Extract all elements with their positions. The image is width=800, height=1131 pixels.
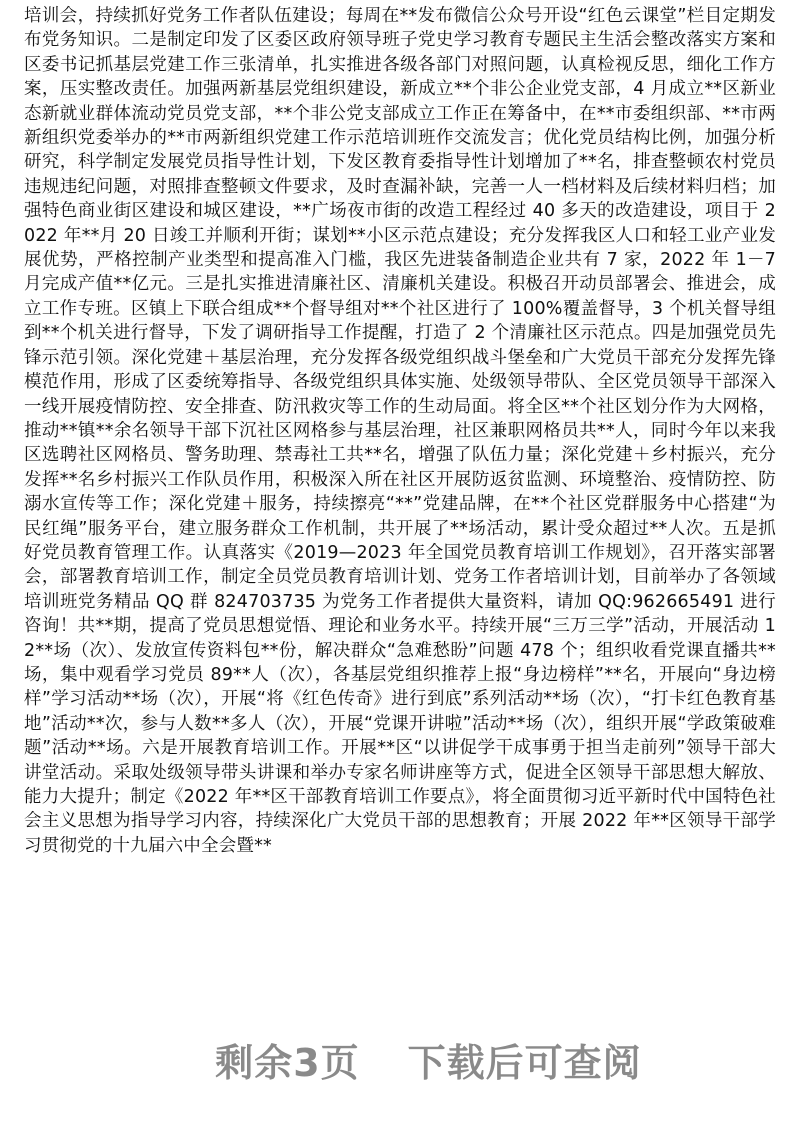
download-prompt-banner[interactable] bbox=[0, 988, 800, 1131]
body-paragraph: 培训会，持续抓好党务工作者队伍建设；每周在**发布微信公众号开设“红色云课堂”栏目定期发布党务知识。二是制定印发了区委区政府领导班子党史学习教育专题民主生活会整改落实方案和区委书记抓基层党建工作三张清单，扎实推进各级各部门对照问题，认真检视反思，细化工作方案，压实整改责任。加强两新基层党组织建设，新成立**个非公企业党支部，4 月成立**区新业态新就业群体流动党员党支部，**个非公党支部成立工作正在筹备中，在**市委组织部、**市两新组织党委举办的**市两新组织党建工作示范培训班作交流发言；优化党员结构比例，加强分析研究，科学制定发展党员指导性计划，下发区教育委指导性计划增加了**名，排查整顿农村党员违规违纪问题，对照排查整顿文件要求，及时查漏补缺，完善一人一档材料及后续材料归档；加强特色商业街区建设和城区建设，**广场夜市街的改造工程经过 40 多天的改造建设，项目于 2022 年**月 20 日竣工并顺利开街；谋划**小区示范点建设；充分发挥我区人口和轻工业产业发展优势，严格控制产业类型和提高准入门槛，我区先进装备制造企业共有 7 家，2022 年 1－7 月完成产值**亿元。三是扎实推进清廉社区、清廉机关建设。积极召开动员部署会、推进会，成立工作专班。区镇上下联合组成**个督导组对**个社区进行了 100%覆盖督导，3 个机关督导组到**个机关进行督导，下发了调研指导工作提醒，打造了 2 个清廉社区示范点。四是加强党员先锋示范引领。深化党建＋基层治理，充分发挥各级党组织战斗堡垒和广大党员干部充分发挥先锋模范作用，形成了区委统筹指导、各级党组织具体实施、处级领导带队、全区党员领导干部深入一线开展疫情防控、安全排查、防汛救灾等工作的生动局面。将全区**个社区划分作为大网格，推动**镇**余名领导干部下沉社区网格参与基层治理，社区兼职网格员共**人，同时今年以来我区选聘社区网格员、警务助理、禁毒社工共**名，增强了队伍力量；深化党建＋乡村振兴，充分发挥**名乡村振兴工作队员作用，积极深入所在社区开展防返贫监测、环境整治、疫情防控、防溺水宣传等工作；深化党建＋服务，持续擦亮“**”党建品牌，在**个社区党群服务中心搭建“为民红绳”服务平台，建立服务群众工作机制，共开展了**场活动，累计受众超过**人次。五是抓好党员教育管理工作。认真落实《2019—2023 年全国党员教育培训工作规划》，召开落实部署会，部署教育培训工作，制定全员党员教育培训计划、党务工作者培训计划，目前举办了各领域培训班党务精品 QQ 群 824703735 为党务工作者提供大量资料，请加 QQ:962665491 进行咨询！共**期，提高了党员思想觉悟、理论和业务水平。持续开展“三万三学”活动，开展活动 12**场（次）、发放宣传资料包**份，解决群众“急难愁盼”问题 478 个；组织收看党课直播共**场，集中观看学习党员 89**人（次），各基层党组织推荐上报“身边榜样”**名，开展向“身边榜样”学习活动**场（次），开展“将《红色传奇》进行到底”系列活动**场（次），“打卡红色教育基地”活动**次，参与人数**多人（次），开展“党课开讲啦”活动**场（次），组织开展“学政策破难题”活动**场。六是开展教育培训工作。开展**区“以讲促学干成事勇于担当走前列”领导干部大讲堂活动。采取处级领导带头讲课和举办专家名师讲座等方式，促进全区领导干部思想大解放、能力大提升；制定《2022 年**区干部教育培训工作要点》，将全面贯彻习近平新时代中国特色社会主义思想为指导学习内容，持续深化广大党员干部的思想教育；开展 2022 年**区领导干部学习贯彻党的十九届六中全会暨** bbox=[24, 6, 776, 856]
remaining-pages-text: 剩余3页 bbox=[215, 1041, 360, 1085]
download-hint-text: 下载后可查阅 bbox=[407, 1041, 642, 1085]
document-body bbox=[24, 4, 776, 858]
